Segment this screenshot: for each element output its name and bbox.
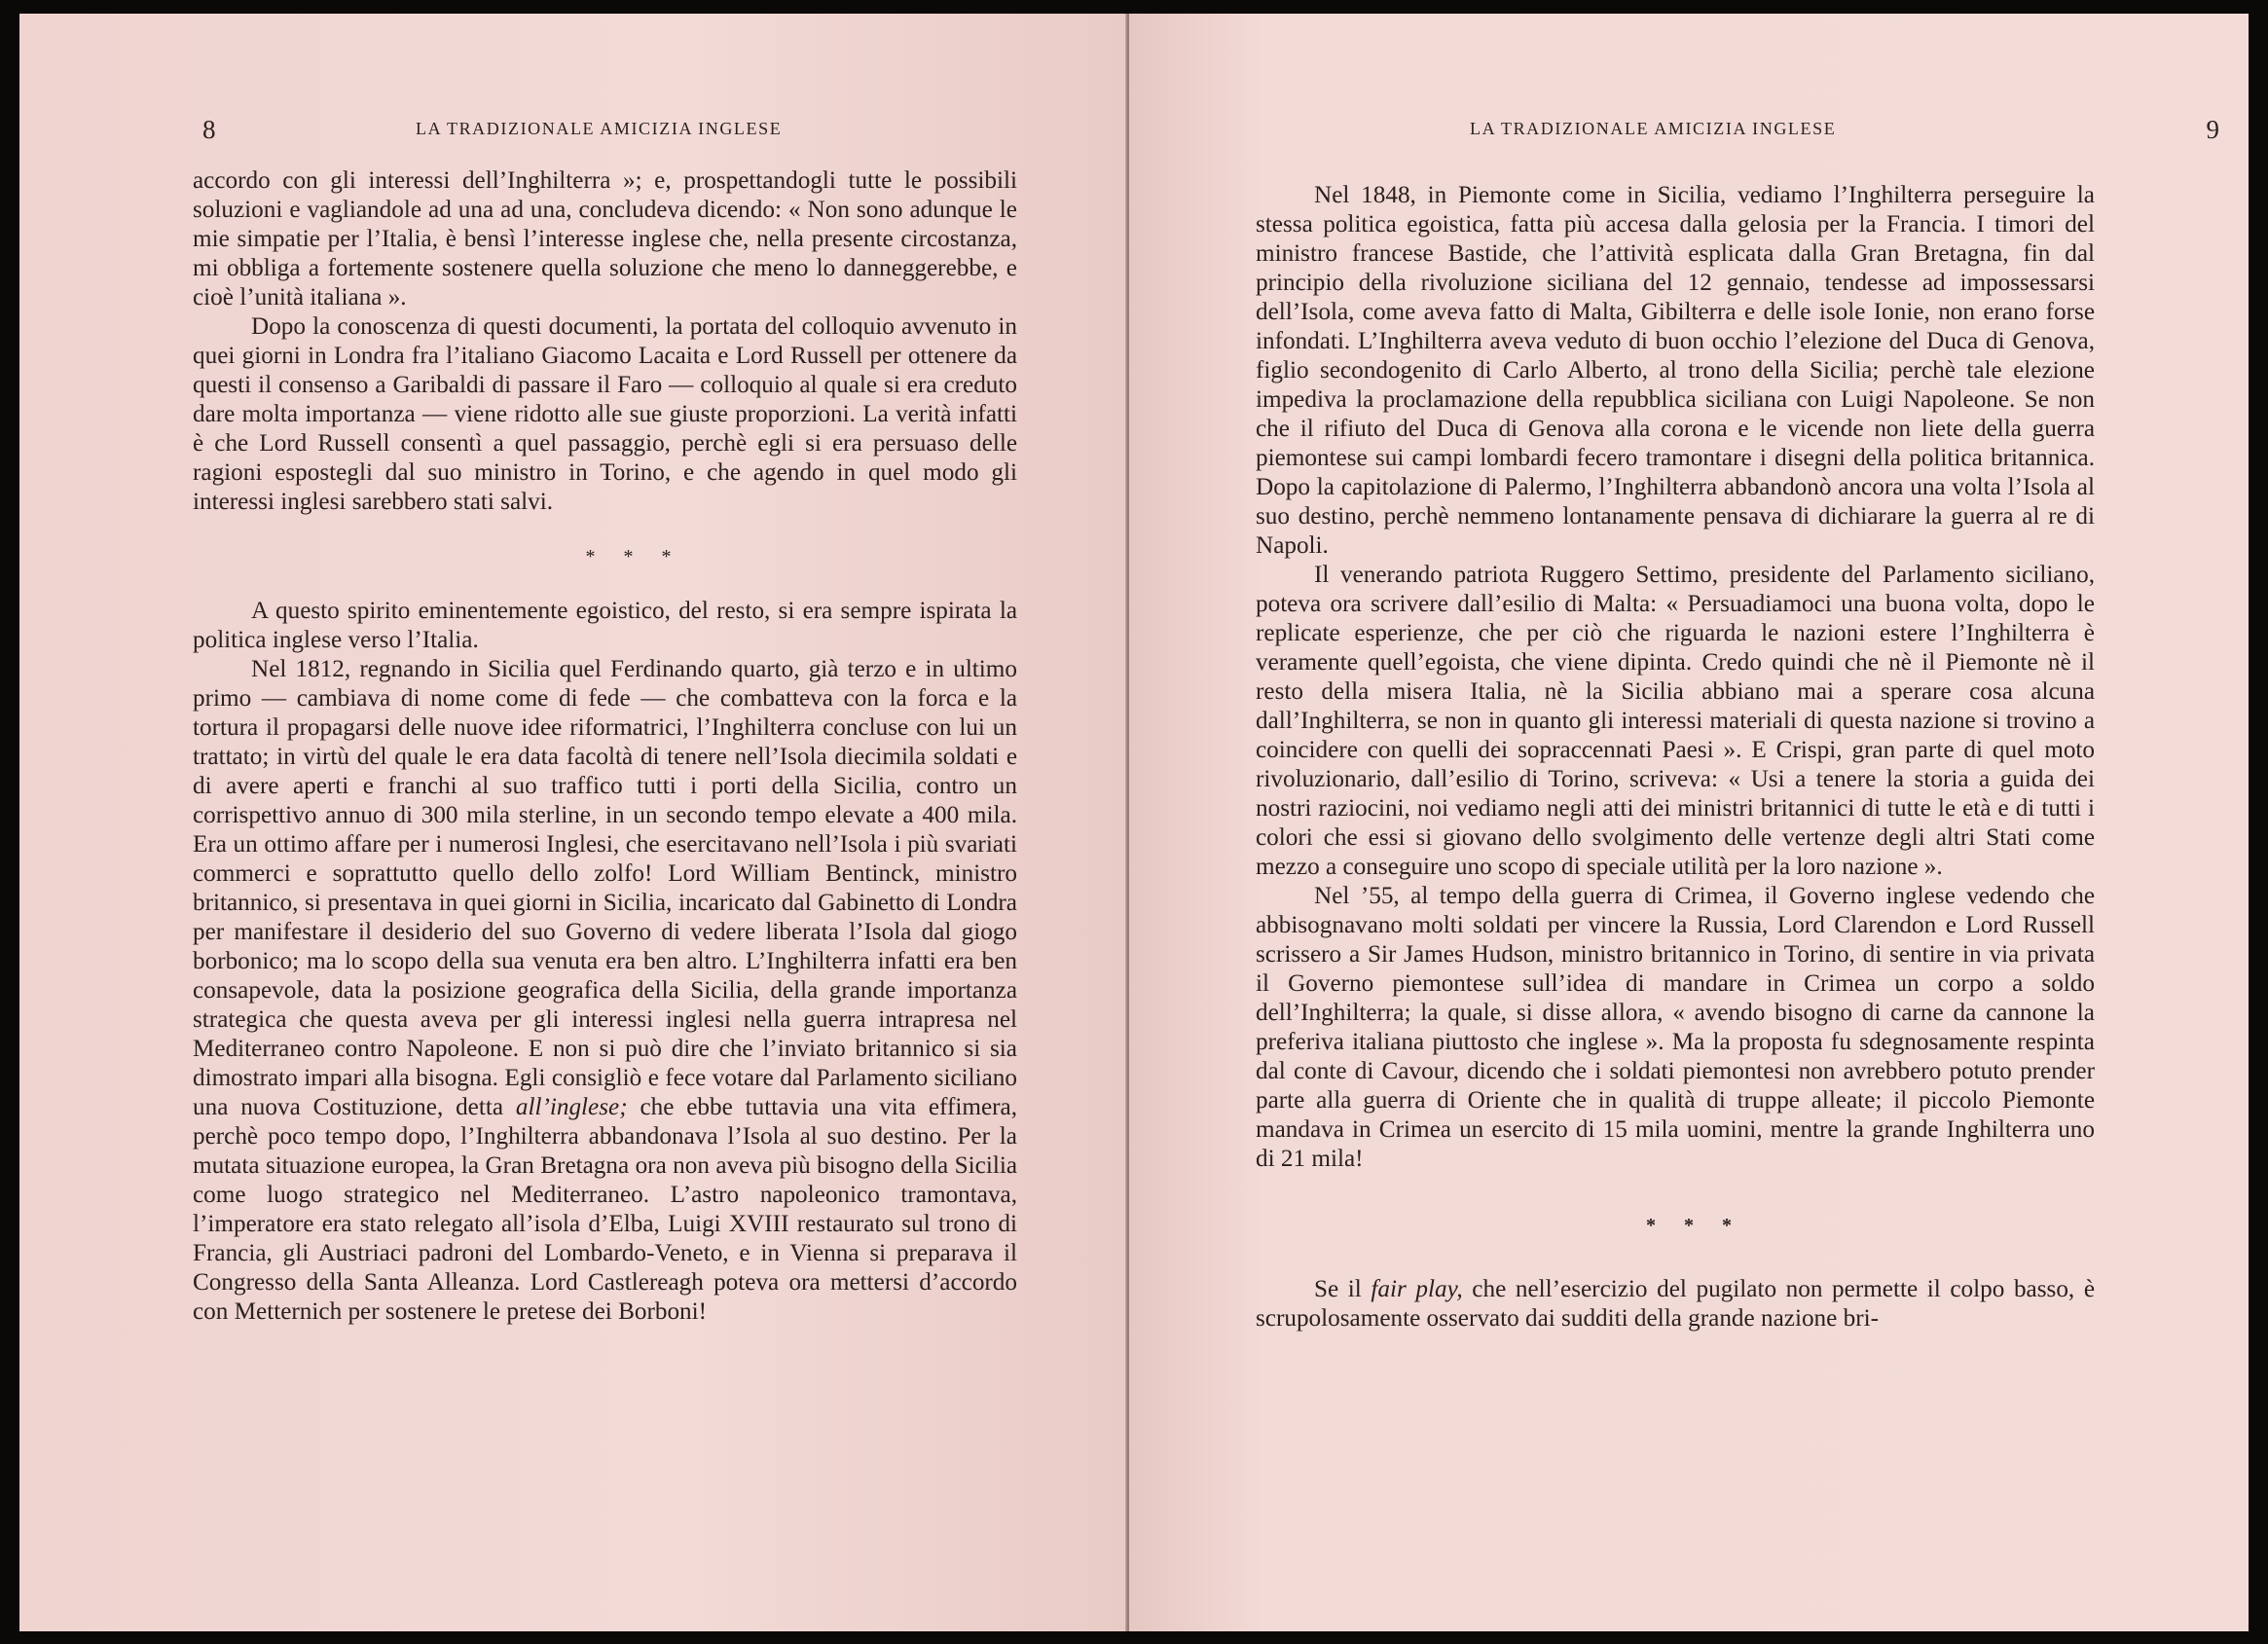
section-separator: * * *	[585, 546, 683, 567]
paragraph-text: che nell’esercizio del pugilato non permette il colpo basso, è scrupolosamente osservato dai sudditi della grande nazione bri-	[1256, 1276, 2095, 1332]
paragraph: A questo spirito eminentemente egoistico, del resto, si era sempre ispirata la politica inglese verso l’Italia.	[193, 598, 1017, 653]
paragraph-text: Nel 1812, regnando in Sicilia quel Ferdinando quarto, già terzo e in ultimo primo — cambiava di nome come di fede — che combatteva con la forca e la tortura il propagarsi delle nuove idee riformatrici, l’Inghilterra concluse con lui un trattato; in virtù del quale le era data facoltà di tenere nell’Isola diecimila soldati e di avere aperti e franchi al suo traffico tutti i porti della Sicilia, contro un corrispettivo annuo di 300 mila sterline, in un secondo tempo elevate a 400 mila. Era un ottimo affare per i numerosi Inglesi, che esercitavano nell’Isola i più svariati commerci e soprattutto quello dello zolfo! Lord William Bentinck, ministro britannico, si presentava in quei giorni in Sicilia, incaricato dal Gabinetto di Londra per manifestare il desiderio del suo Governo di vedere liberata l’Isola dal giogo borbonico; ma lo scopo della sua venuta era ben altro. L’Inghilterra infatti era ben consapevole, data la posizione geografica della Sicilia, della grande importanza strategica che questa aveva per gli interessi inglesi nella guerra intrapresa nel Mediterraneo contro Napoleone. E non si può dire che l’inviato britannico si sia dimostrato impari alla bisogna. Egli consigliò e fece votare dal Parlamento siciliano una nuova Costituzione, detta	[193, 656, 1017, 1120]
paragraph: Nel 1848, in Piemonte come in Sicilia, vediamo l’Inghilterra perseguire la stessa politica egoistica, fatta più accesa dalla gelosia per la Francia. I timori del ministro francese Bastide, che l’attività esplicata dalla Gran Bretagna, fin dal principio della rivoluzione siciliana del 12 gennaio, tendesse ad impossessarsi dell’Isola, come aveva fatto di Malta, Gibilterra e delle isole Ionie, non erano forse infondati. L’Inghilterra aveva veduto di buon occhio l’elezione del Duca di Genova, figlio secondogenito di Carlo Alberto, al trono della Sicilia; perchè tale elezione impediva la proclamazione della repubblica siciliana con Luigi Napoleone. Se non che il rifiuto del Duca di Genova alla corona e le vicende non liete della guerra piemontese sui campi lombardi fecero tramontare i disegni della politica britannica. Dopo la capitolazione di Palermo, l’Inghilterra abbandonò ancora una volta l’Isola al suo destino, perchè nemmeno lontanamente pensava di dichiarare la guerra al re di Napoli.	[1256, 182, 2095, 559]
italic-term: fair play,	[1371, 1276, 1463, 1302]
paragraph: Il venerando patriota Ruggero Settimo, presidente del Parlamento siciliano, poteva ora scrivere dall’esilio di Malta: « Persuadiamoci una buona volta, dopo le replicate esperienze, che per ciò che riguarda le nazioni estere l’Inghilterra è veramente quell’egoista, che viene dipinta. Credo quindi che nè il Piemonte nè il resto della misera Italia, nè la Sicilia abbiano mai a sperare cosa alcuna dall’Inghilterra, se non in quanto gli interessi materiali di questa nazione si trovino a coincidere con quelli dei sopraccennati Paesi ». E Crispi, gran parte di quel moto rivoluzionario, dall’esilio di Torino, scriveva: « Usi a tenere la storia a guida dei nostri raziocini, noi vediamo negli atti dei ministri britannici di tutte le età e di tutti i colori che essi si giovano dello svolgimento delle vertenze degli altri Stati come mezzo a conseguire uno scopo di speciale utilità per la loro nazione ».	[1256, 562, 2095, 880]
paragraph-text: che ebbe tuttavia una vita effimera, perchè poco tempo dopo, l’Inghilterra abbandonava l’Isola al suo destino. Per la mutata situazione europea, la Gran Bretagna ora non aveva più bisogno della Sicilia come luogo strategico nel Mediterraneo. L’astro napoleonico tramontava, l’imperatore era stato relegato all’isola d’Elba, Luigi XVIII restaurato sul trono di Francia, gli Austriaci padroni del Lombardo-Veneto, e in Vienna si preparava il Congresso della Santa Alleanza. Lord Castlereagh poteva ora mettersi d’accordo con Metternich per sostenere le pretese dei Borboni!	[193, 1094, 1017, 1325]
italic-term: all’inglese;	[515, 1094, 628, 1120]
page-number: 8	[202, 115, 216, 144]
paragraph-text: Se il	[1314, 1276, 1372, 1302]
running-head: LA TRADIZIONALE AMICIZIA INGLESE	[416, 119, 783, 138]
paragraph: Nel ’55, al tempo della guerra di Crimea, il Governo inglese vedendo che abbisognavano molti soldati per vincere la Russia, Lord Clarendon e Lord Russell scrissero a Sir James Hudson, ministro britannico in Torino, di sentire in via privata il Governo piemontese sull’idea di mandare in Crimea un corpo a soldo dell’Inghilterra; la quale, si disse allora, « avendo bisogno di carne da cannone la preferiva italiana piuttosto che inglese ». Ma la proposta fu sdegnosamente respinta dal conte di Cavour, dicendo che i soldati piemontesi non avrebbero potuto prender parte alla guerra di Oriente che in qualità di truppe alleate; il piccolo Piemonte mandava in Crimea un esercito di 15 mila uomini, mentre la grande Inghilterra uno di 21 mila!	[1256, 883, 2095, 1172]
running-head: LA TRADIZIONALE AMICIZIA INGLESE	[1470, 119, 1837, 138]
body-text	[1256, 181, 2095, 1333]
left-page	[19, 14, 1127, 1631]
paragraph: accordo con gli interessi dell’Inghilterra »; e, prospettandogli tutte le possibili soluzioni e vagliandole ad una ad una, concludeva dicendo: « Non sono adunque le mie simpatie per l’Italia, è bensì l’interesse inglese che, nella presente circostanza, mi obbliga a fortemente sostenere quella soluzione che meno lo danneggerebbe, e cioè l’unità italiana ».	[193, 167, 1017, 311]
body-text	[193, 166, 1017, 1327]
paragraph	[1256, 1275, 2095, 1333]
paragraph: Dopo la conoscenza di questi documenti, la portata del colloquio avvenuto in quei giorni in Londra fra l’italiano Giacomo Lacaita e Lord Russell per ottenere da questi il consenso a Garibaldi di passare il Faro — colloquio al quale si era creduto dare molta importanza — viene ridotto alle sue giuste proporzioni. La verità infatti è che Lord Russell consentì a quel passaggio, perchè egli si era persuaso delle ragioni espostegli dal suo ministro in Torino, e che agendo in quel modo gli interessi inglesi sarebbero stati salvi.	[193, 313, 1017, 515]
section-separator: * * *	[1646, 1215, 1743, 1236]
paragraph	[193, 655, 1017, 1327]
right-page	[1129, 14, 2249, 1631]
page-number: 9	[2206, 115, 2219, 144]
